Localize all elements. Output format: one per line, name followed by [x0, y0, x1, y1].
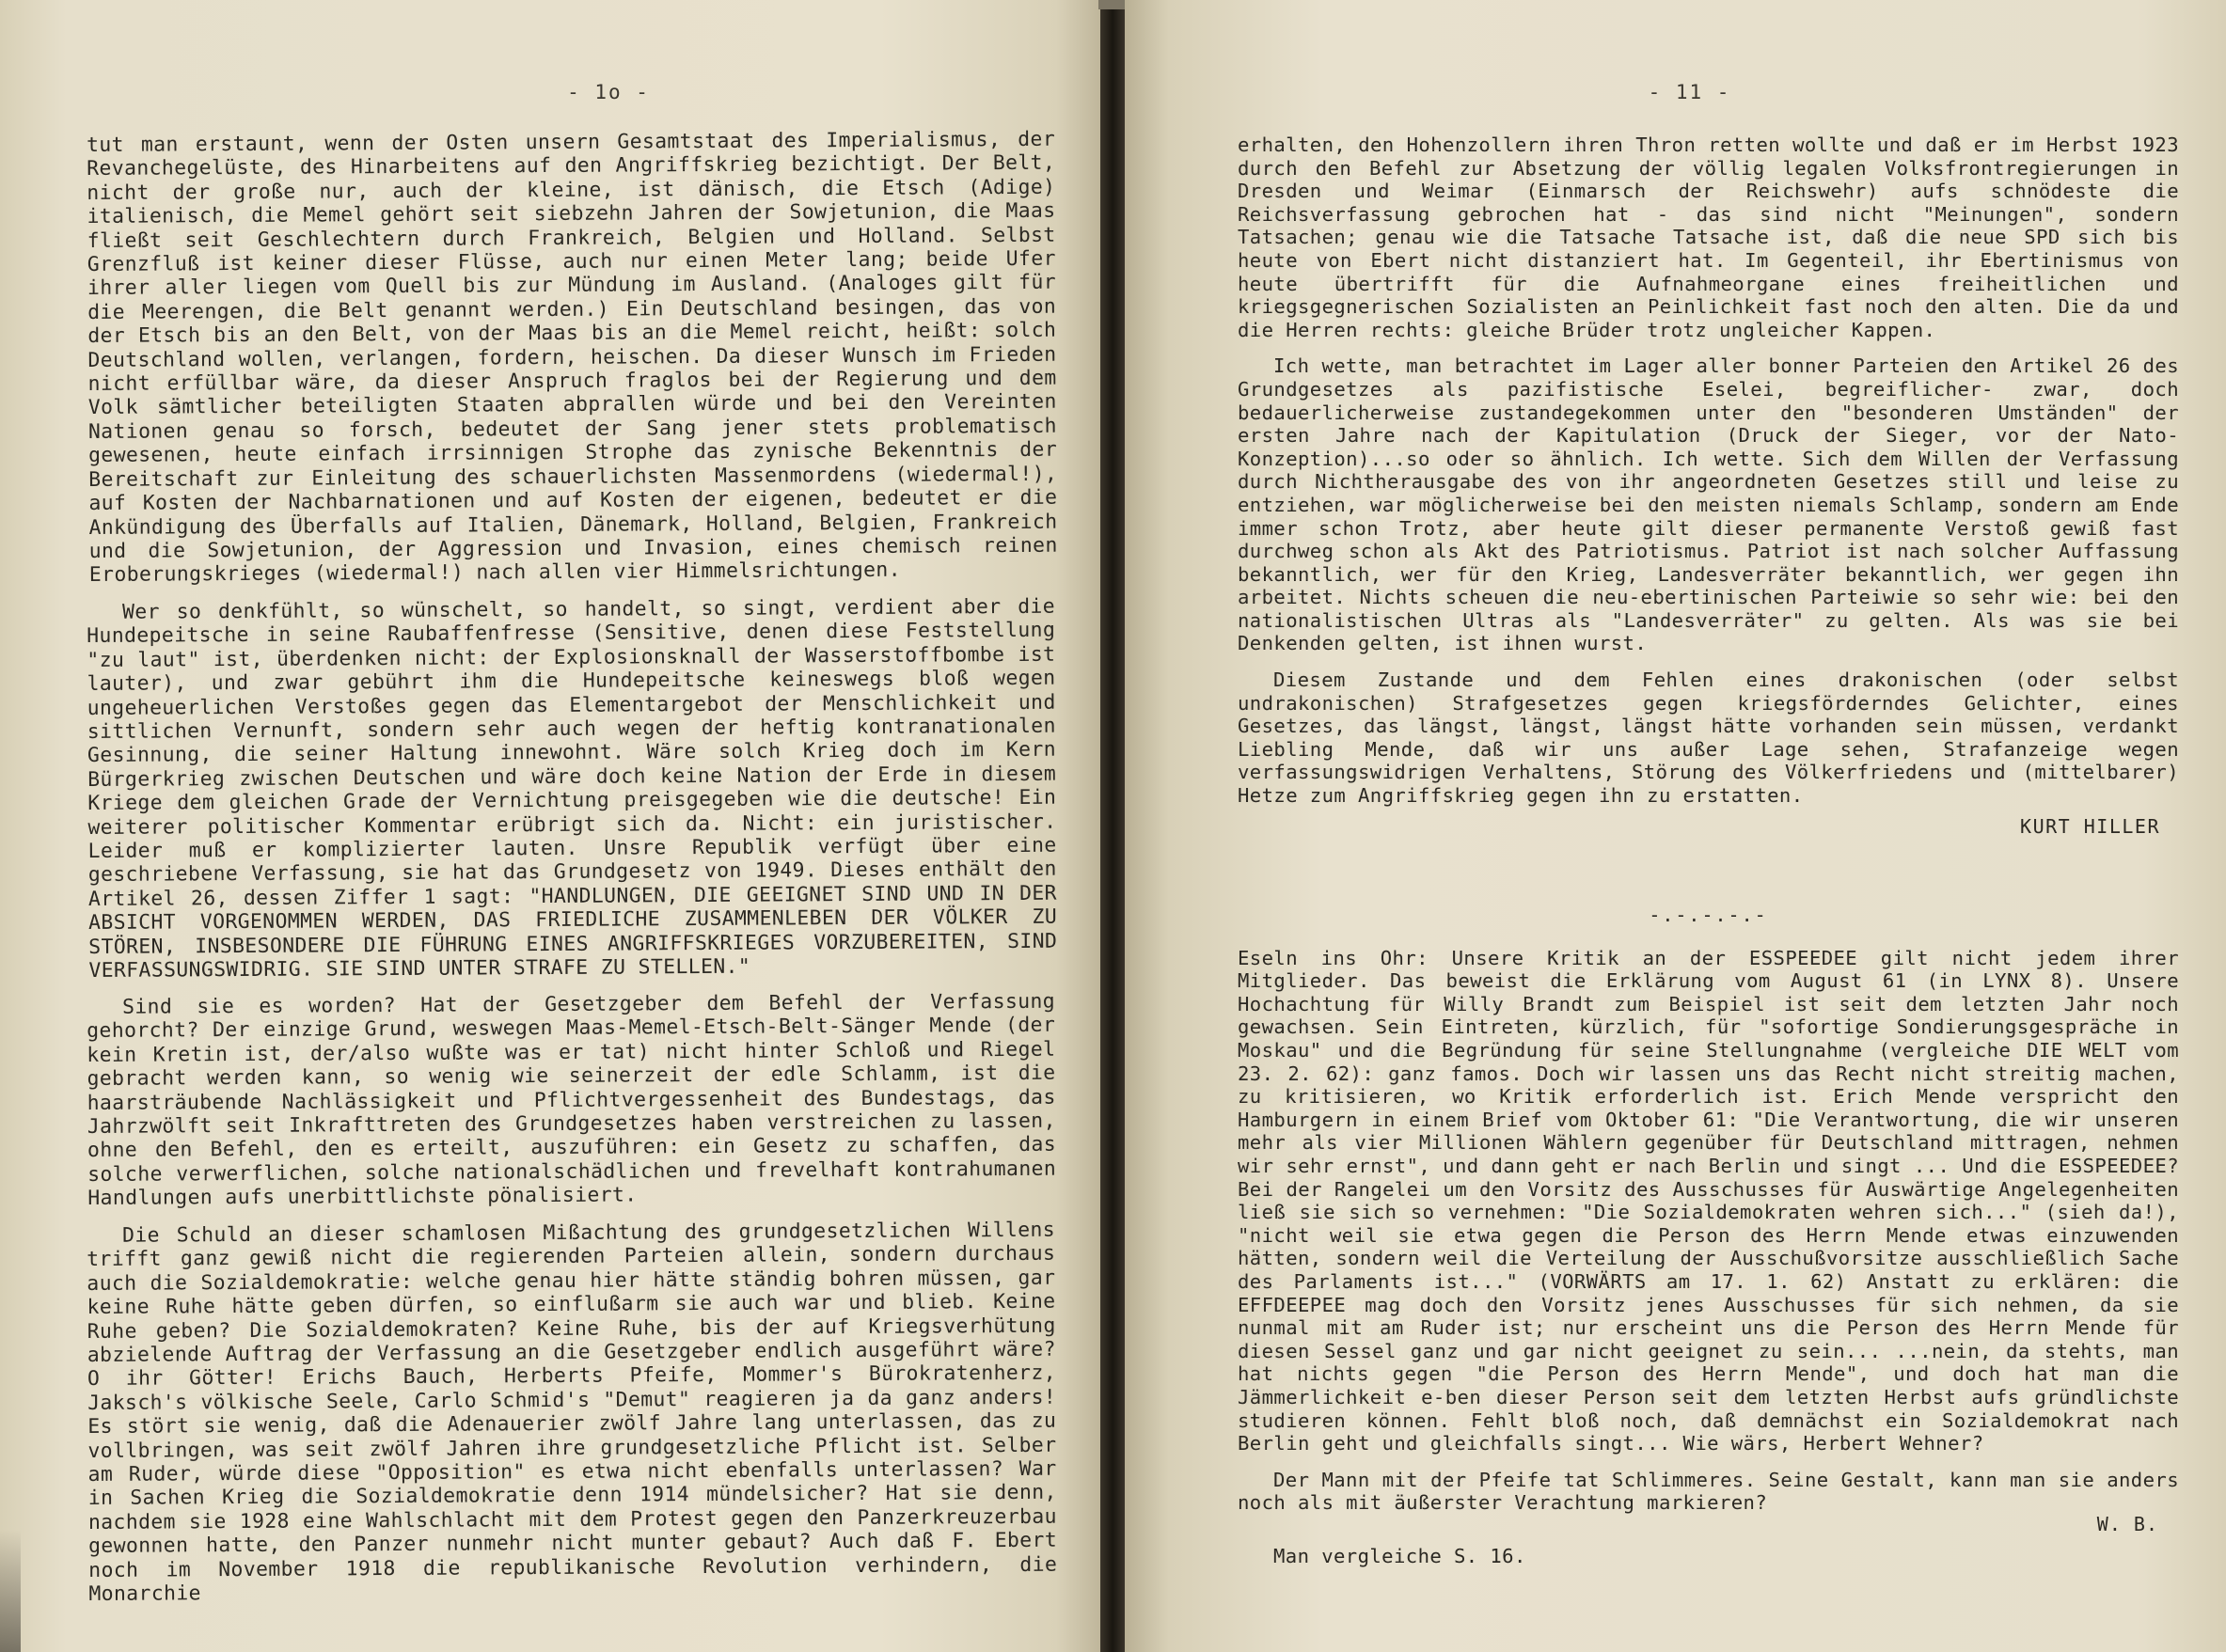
staple	[1098, 0, 1127, 9]
page-shadow	[0, 1530, 21, 1652]
paragraph: tut man erstaunt, wenn der Osten unsern Gesamtstaat des Imperialismus, der Revanchegelüste, des Hinarbeitens auf den Angriffskrieg bezichtigt. Der Belt, nicht der große nur, auch der kleine, ist dänisch, die Etsch (Adige) italienisch, die Memel gehört seit siebzehn Jahren der Sowjetunion, die Maas fließt seit Geschlechtern durch Frankreich, Belgien und Holland. Selbst Grenzfluß ist keiner dieser Flüsse, auch nur einen Meter lang; beide Ufer ihrer aller liegen vom Quell bis zur Mündung im Ausland. (Analoges gilt für die Meerengen, die Belt genannt werden.) Ein Deutschland besingen, das von der Etsch bis an den Belt, von der Maas bis an die Memel reicht, heißt: solch Deutschland wollen, verlangen, fordern, heischen. Da dieser Wunsch im Frieden nicht erfüllbar wäre, da dieser Anspruch fraglos bei der Regierung und dem Volk sämtlicher beteiligten Staaten abprallen würde und bei den Vereinten Nationen genau so forsch, bedeutet der Sang jener stets problematisch gewesenen, heute einfach irrsinnigen Strophe das zynische Bekenntnis der Bereitschaft zur Einleitung des schauerlichsten Massenmordens (wiedermal!), auf Kosten der Nachbarnationen und auf Kosten der eigenen, bedeutet er die Ankündigung des Überfalls auf Italien, Dänemark, Holland, Belgien, Frankreich und die Sowjetunion, der Aggression und Invasion, eines chemisch reinen Eroberungskrieges (wiedermal!) nach allen vier Himmelsrichtungen.	[87, 127, 1058, 588]
paragraph: Ich wette, man betrachtet im Lager aller bonner Parteien den Artikel 26 des Grundgesetzes als pazifistische Eselei, begreiflicher- zwar, doch bedauerlicherweise zustandegekommen unter den "besonderen Umständen" der ersten Jahre nach der Kapitulation (Druck der Sieger, vor der Nato-Konzeption)...so oder so ähnlich. Ich wette. Sich dem Willen der Verfassung durch Nichtherausgabe des von ihr angeordneten Gesetzes still und leise zu entziehen, war möglicherweise bei den meisten niemals Schlamp, sondern am Ende immer schon Trotz, aber heute gilt dieser permanente Verstoß gewiß fast durchweg schon als Akt des Patriotismus. Patriot ist nach solcher Auffassung bekanntlich, wer für den Krieg, Landesverräter bekanntlich, wer gegen ihn arbeitet. Nichts scheuen die neu-ebertinischen Parteiwie so sehr wie: bei den nationalistischen Ultras als "Landesverräter" zu gelten. Als was sie bei Denkenden gelten, ist ihnen wurst.	[1238, 354, 2179, 655]
page-number: - 11 -	[1648, 81, 1731, 103]
paragraph: Der Mann mit der Pfeife tat Schlimmeres. Seine Gestalt, kann man sie anders noch als mit äußerster Verachtung markieren?	[1238, 1468, 2179, 1515]
paragraph: Wer so denkfühlt, so wünschelt, so handelt, so singt, verdient aber die Hundepeitsche in seine Raubaffenfresse (Sensitive, denen diese Feststellung "zu laut" ist, überdenken nicht: der Explosionsknall der Wasserstoffbombe ist lauter), und zwar gebührt ihm die Hundepeitsche keineswegs bloß wegen ungeheuerlichen Verstoßes gegen das Elementargebot der Menschlichkeit und sittlichen Vernunft, sondern sehr auch wegen der heftig kontranationalen Gesinnung, die seiner Haltung innewohnt. Wäre solch Krieg doch im Kern Bürgerkrieg zwischen Deutschen und wäre doch keine Nation der Erde in diesem Kriege dem gleichen Grade der Vernichtung preisgegeben wie die deutsche! Ein weiterer politischer Kommentar erübrigt sich da. Nicht: ein juristischer. Leider muß er komplizierter lauten. Unsre Republik verfügt über eine geschriebene Verfassung, sie hat das Grundgesetz von 1949. Dieses enthält den Artikel 26, dessen Ziffer 1 sagt: "HANDLUNGEN, DIE GEEIGNET SIND UND IN DER ABSICHT VORGENOMMEN WERDEN, DAS FRIEDLICHE ZUSAMMENLEBEN DER VÖLKER ZU STÖREN, INSBESONDERE DIE FÜHRUNG EINES ANGRIFFSKRIEGES VORZUBEREITEN, SIND VERFASSUNGSWIDRIG. SIE SIND UNTER STRAFE ZU STELLEN."	[87, 594, 1058, 983]
paragraph: erhalten, den Hohenzollern ihren Thron retten wollte und daß er im Herbst 1923 durch den Befehl zur Absetzung der völlig legalen Volksfrontregierungen in Dresden und Weimar (Einmarsch der Reichswehr) aufs schnödeste die Reichsverfassung gebrochen hat - das sind nicht "Meinungen", sondern Tatsachen; genau wie die Tatsache Tatsache ist, daß die neue SPD sich bis heute von Ebert nicht distanziert hat. Im Gegenteil, ihr Ebertinismus von heute übertrifft für die Aufnahmeorgane eines freiheitlichen und kriegsgegnerischen Sozialisten an Peinlichkeit fast noch den alten. Die da und die Herren rechts: gleiche Brüder trotz ungleicher Kappen.	[1238, 134, 2179, 341]
cross-reference-note: Man vergleiche S. 16.	[1273, 1544, 1526, 1567]
author-initials: W. B.	[2096, 1512, 2158, 1535]
paragraph: Die Schuld an dieser schamlosen Mißachtung des grundgesetzlichen Willens trifft ganz gewiß nicht die regierenden Parteien allein, sondern durchaus auch die Sozialdemokratie: welche genau hier hätte ständig bohren müssen, gar keine Ruhe hätte geben dürfen, so einflußarm sie auch war und blieb. Keine Ruhe geben? Die Sozialdemokraten? Keine Ruhe, bis der auf Kriegsverhütung abzielende Auftrag der Verfassung an die Gesetzgeber endlich ausgeführt wäre? O ihr Götter! Erichs Bauch, Herberts Pfeife, Mommer's Bürokratenherz, Jaksch's völkische Seele, Carlo Schmid's "Demut" reagieren ja da ganz anders! Es stört sie wenig, daß die Adenauerier zwölf Jahre lang unterlassen, das zu vollbringen, was seit zwölf Jahren ihre grundgesetzliche Pflicht ist. Selber am Ruder, würde diese "Opposition" es etwa nicht ebenfalls unterlassen? War in Sachen Krieg die Sozialdemokratie denn 1914 mündelsicher? Hat sie denn, nachdem sie 1928 eine Wahlschlacht mit dem Protest gegen den Panzerkreuzerbau gewonnen hatte, den Panzer nunmehr nicht munter gebaut? Auch daß F. Ebert noch im November 1918 die republikanische Revolution verhindern, die Monarchie	[87, 1218, 1058, 1606]
paragraph: Sind sie es worden? Hat der Gesetzgeber dem Befehl der Verfassung gehorcht? Der einzige Grund, weswegen Maas-Memel-Etsch-Belt-Sänger Mende (der kein Kretin ist, der/also wußte was er tat) nicht hinter Schloß und Riegel gebracht werden kann, so wenig wie seinerzeit der edle Schlamm, ist die haarsträubende Nachlässigkeit und Pflichtvergessenheit des Bundestags, das Jahrzwölft seit Inkrafttreten des Grundgesetzes haben verstreichen zu lassen, ohne den Befehl, den es erteilt, auszuführen: ein Gesetz zu schaffen, das solche verwerflichen, solche nationalschädlichen und frevelhaft kontrahumanen Handlungen aufs unerbittlichste pönalisiert.	[87, 989, 1057, 1211]
author-signature: KURT HILLER	[2020, 814, 2160, 838]
left-page	[0, 0, 1100, 1652]
right-page	[1125, 0, 2226, 1652]
binding-gutter	[1100, 0, 1125, 1652]
paragraph: Diesem Zustande und dem Fehlen eines drakonischen (oder selbst undrakonischen) Strafgesetzes gegen kriegsförderndes Gelichter, eines Gesetzes, das längst, längst, längst hätte vorhanden sein müssen, verdankt Liebling Mende, daß wir uns außer Lage sehen, Strafanzeige wegen verfassungswidrigen Verhaltens, Störung des Völkerfriedens und (mittelbarer) Hetze zum Angriffskrieg gegen ihn zu erstatten.	[1238, 669, 2179, 808]
paragraph: Eseln ins Ohr: Unsere Kritik an der ESSPEEDEE gilt nicht jedem ihrer Mitglieder. Das beweist die Erklärung vom August 61 (in LYNX 8). Unsere Hochachtung für Willy Brandt zum Beispiel ist seit dem letzten Jahr noch gewachsen. Sein Eintreten, kürzlich, für "sofortige Sondierungsgespräche in Moskau" und die Begründung für seine Stellungnahme (vergleiche DIE WELT vom 23. 2. 62): ganz famos. Doch wir lassen uns das Recht nicht streitig machen, zu kritisieren, wo Kritik erforderlich ist. Erich Mende verspricht den Hamburgern in einem Brief vom Oktober 61: "Die Verantwortung, die wir unseren mehr als vier Millionen Wählern gegenüber für Deutschland mittragen, nehmen wir sehr ernst", und dann geht er nach Berlin und singt ... Und die ESSPEEDEE? Bei der Rangelei um den Vorsitz des Ausschusses für Auswärtige Angelegenheiten ließ sie sich so vernehmen: "Die Sozialdemokraten wehren sich..." (sieh da!), "nicht weil sie etwa gegen die Person des Herrn Mende etwas einzuwenden hätten, sondern weil die Verteilung der Ausschußvorsitze ausschließlich Sache des Parlaments ist..." (VORWÄRTS am 17. 1. 62) Anstatt zu erklären: die EFFDEEPEE mag doch den Vorsitz jenes Ausschusses für sich nehmen, da sie nunmal mit am Ruder ist; nur erscheint uns die Person des Herrn Mende für diesen Sessel ganz und gar nicht geeignet zu sein... ...nein, da stehts, man hat nichts gegen "die Person des Herrn Mende", und doch hat man die Jämmerlichkeit e-ben dieser Person seit dem letzten Herbst aufs gründlichste studieren können. Fehlt bloß noch, daß demnächst ein Sozialdemokrat nach Berlin geht und gleichfalls singt... Wie wärs, Herbert Wehner?	[1238, 946, 2179, 1455]
page-number: - 1o -	[567, 81, 650, 103]
section-divider: -.-.-.-.-	[1649, 903, 1768, 926]
